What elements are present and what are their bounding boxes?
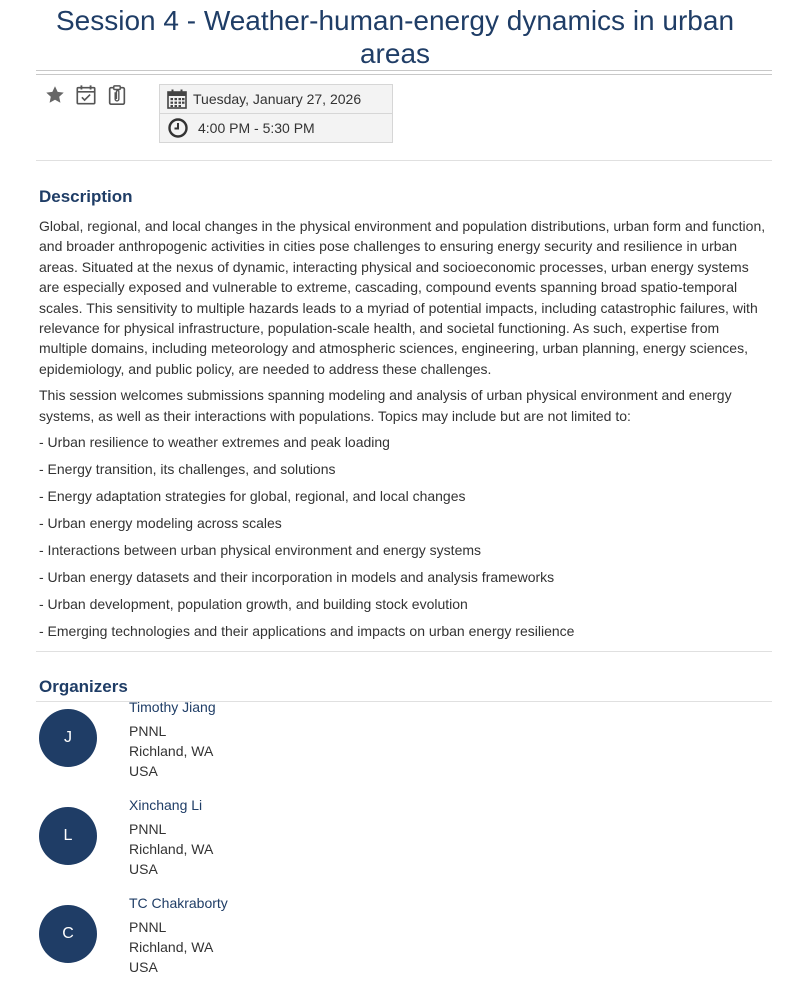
clipboard-icon[interactable] [106, 84, 128, 106]
topic-item: - Energy adaptation strategies for global, regional, and local changes [39, 488, 466, 505]
description-divider [36, 651, 772, 652]
header-divider [36, 160, 772, 161]
topic-item: - Urban development, population growth, and building stock evolution [39, 596, 468, 613]
calendar-icon [166, 88, 188, 110]
topic-item: - Urban resilience to weather extremes and peak loading [39, 434, 390, 451]
organizer-affiliation: PNNL [129, 723, 167, 739]
topic-item: - Emerging technologies and their applications and impacts on urban energy resilience [39, 623, 575, 640]
session-date: Tuesday, January 27, 2026 [193, 91, 362, 107]
organizer-affiliation: PNNL [129, 821, 167, 837]
calendar-check-icon[interactable] [75, 84, 97, 106]
description-paragraph: This session welcomes submissions spanning modeling and analysis of urban physical environment and energy systems, as well as their interactions with populations. Topics may include but are not limited to: [39, 387, 732, 424]
organizer-name-link[interactable]: Timothy Jiang [129, 699, 216, 715]
organizers-heading: Organizers [39, 677, 128, 696]
organizer-country: USA [129, 959, 158, 975]
description-paragraph: Global, regional, and local changes in the physical environment and population distributions, urban form and function, and broader anthropogenic activities in cities pose challenges to ensuring energy security and resilience in urban areas. Situated at the nexus of dynamic, interacting physical and socioeconomic processes, urban energy systems are especially exposed and vulnerable to extreme, cascading, compound events spanning broad spatio-temporal scales. This sensitivity to multiple hazards leads to a myriad of potential impacts, including catastrophic failures, with relevance for physical infrastructure, population-scale health, and societal functioning. As such, expertise from multiple domains, including meteorology and atmospheric sciences, engineering, urban planning, energy sciences, epidemiology, and public policy, are needed to address these challenges. [39, 218, 766, 377]
avatar: L [39, 807, 97, 865]
action-icons [44, 84, 128, 106]
clock-icon [167, 117, 189, 139]
session-time: 4:00 PM - 5:30 PM [198, 120, 315, 136]
topic-item: - Interactions between urban physical environment and energy systems [39, 542, 482, 559]
topic-list [39, 432, 771, 648]
organizer-affiliation: PNNL [129, 919, 167, 935]
organizer-city: Richland, WA [129, 939, 214, 955]
description-body [39, 216, 771, 648]
organizer-country: USA [129, 763, 158, 779]
organizer-country: USA [129, 861, 158, 877]
session-datetime [159, 84, 393, 143]
organizer-card [39, 797, 439, 897]
title-divider [36, 70, 772, 75]
organizer-name-link[interactable]: TC Chakraborty [129, 895, 228, 911]
topic-item: - Urban energy modeling across scales [39, 515, 282, 532]
date-row [160, 85, 392, 113]
organizer-card [39, 895, 439, 995]
page-title: Session 4 - Weather-human-energy dynamics in urban areas [55, 5, 735, 69]
topic-item: - Energy transition, its challenges, and solutions [39, 461, 336, 478]
avatar: J [39, 709, 97, 767]
organizer-card [39, 699, 439, 799]
star-icon[interactable] [44, 84, 66, 106]
organizer-name-link[interactable]: Xinchang Li [129, 797, 203, 813]
organizer-city: Richland, WA [129, 743, 214, 759]
time-row [160, 113, 392, 142]
organizer-city: Richland, WA [129, 841, 214, 857]
avatar: C [39, 905, 97, 963]
description-heading: Description [39, 187, 133, 206]
topic-item: - Urban energy datasets and their incorporation in models and analysis frameworks [39, 569, 555, 586]
